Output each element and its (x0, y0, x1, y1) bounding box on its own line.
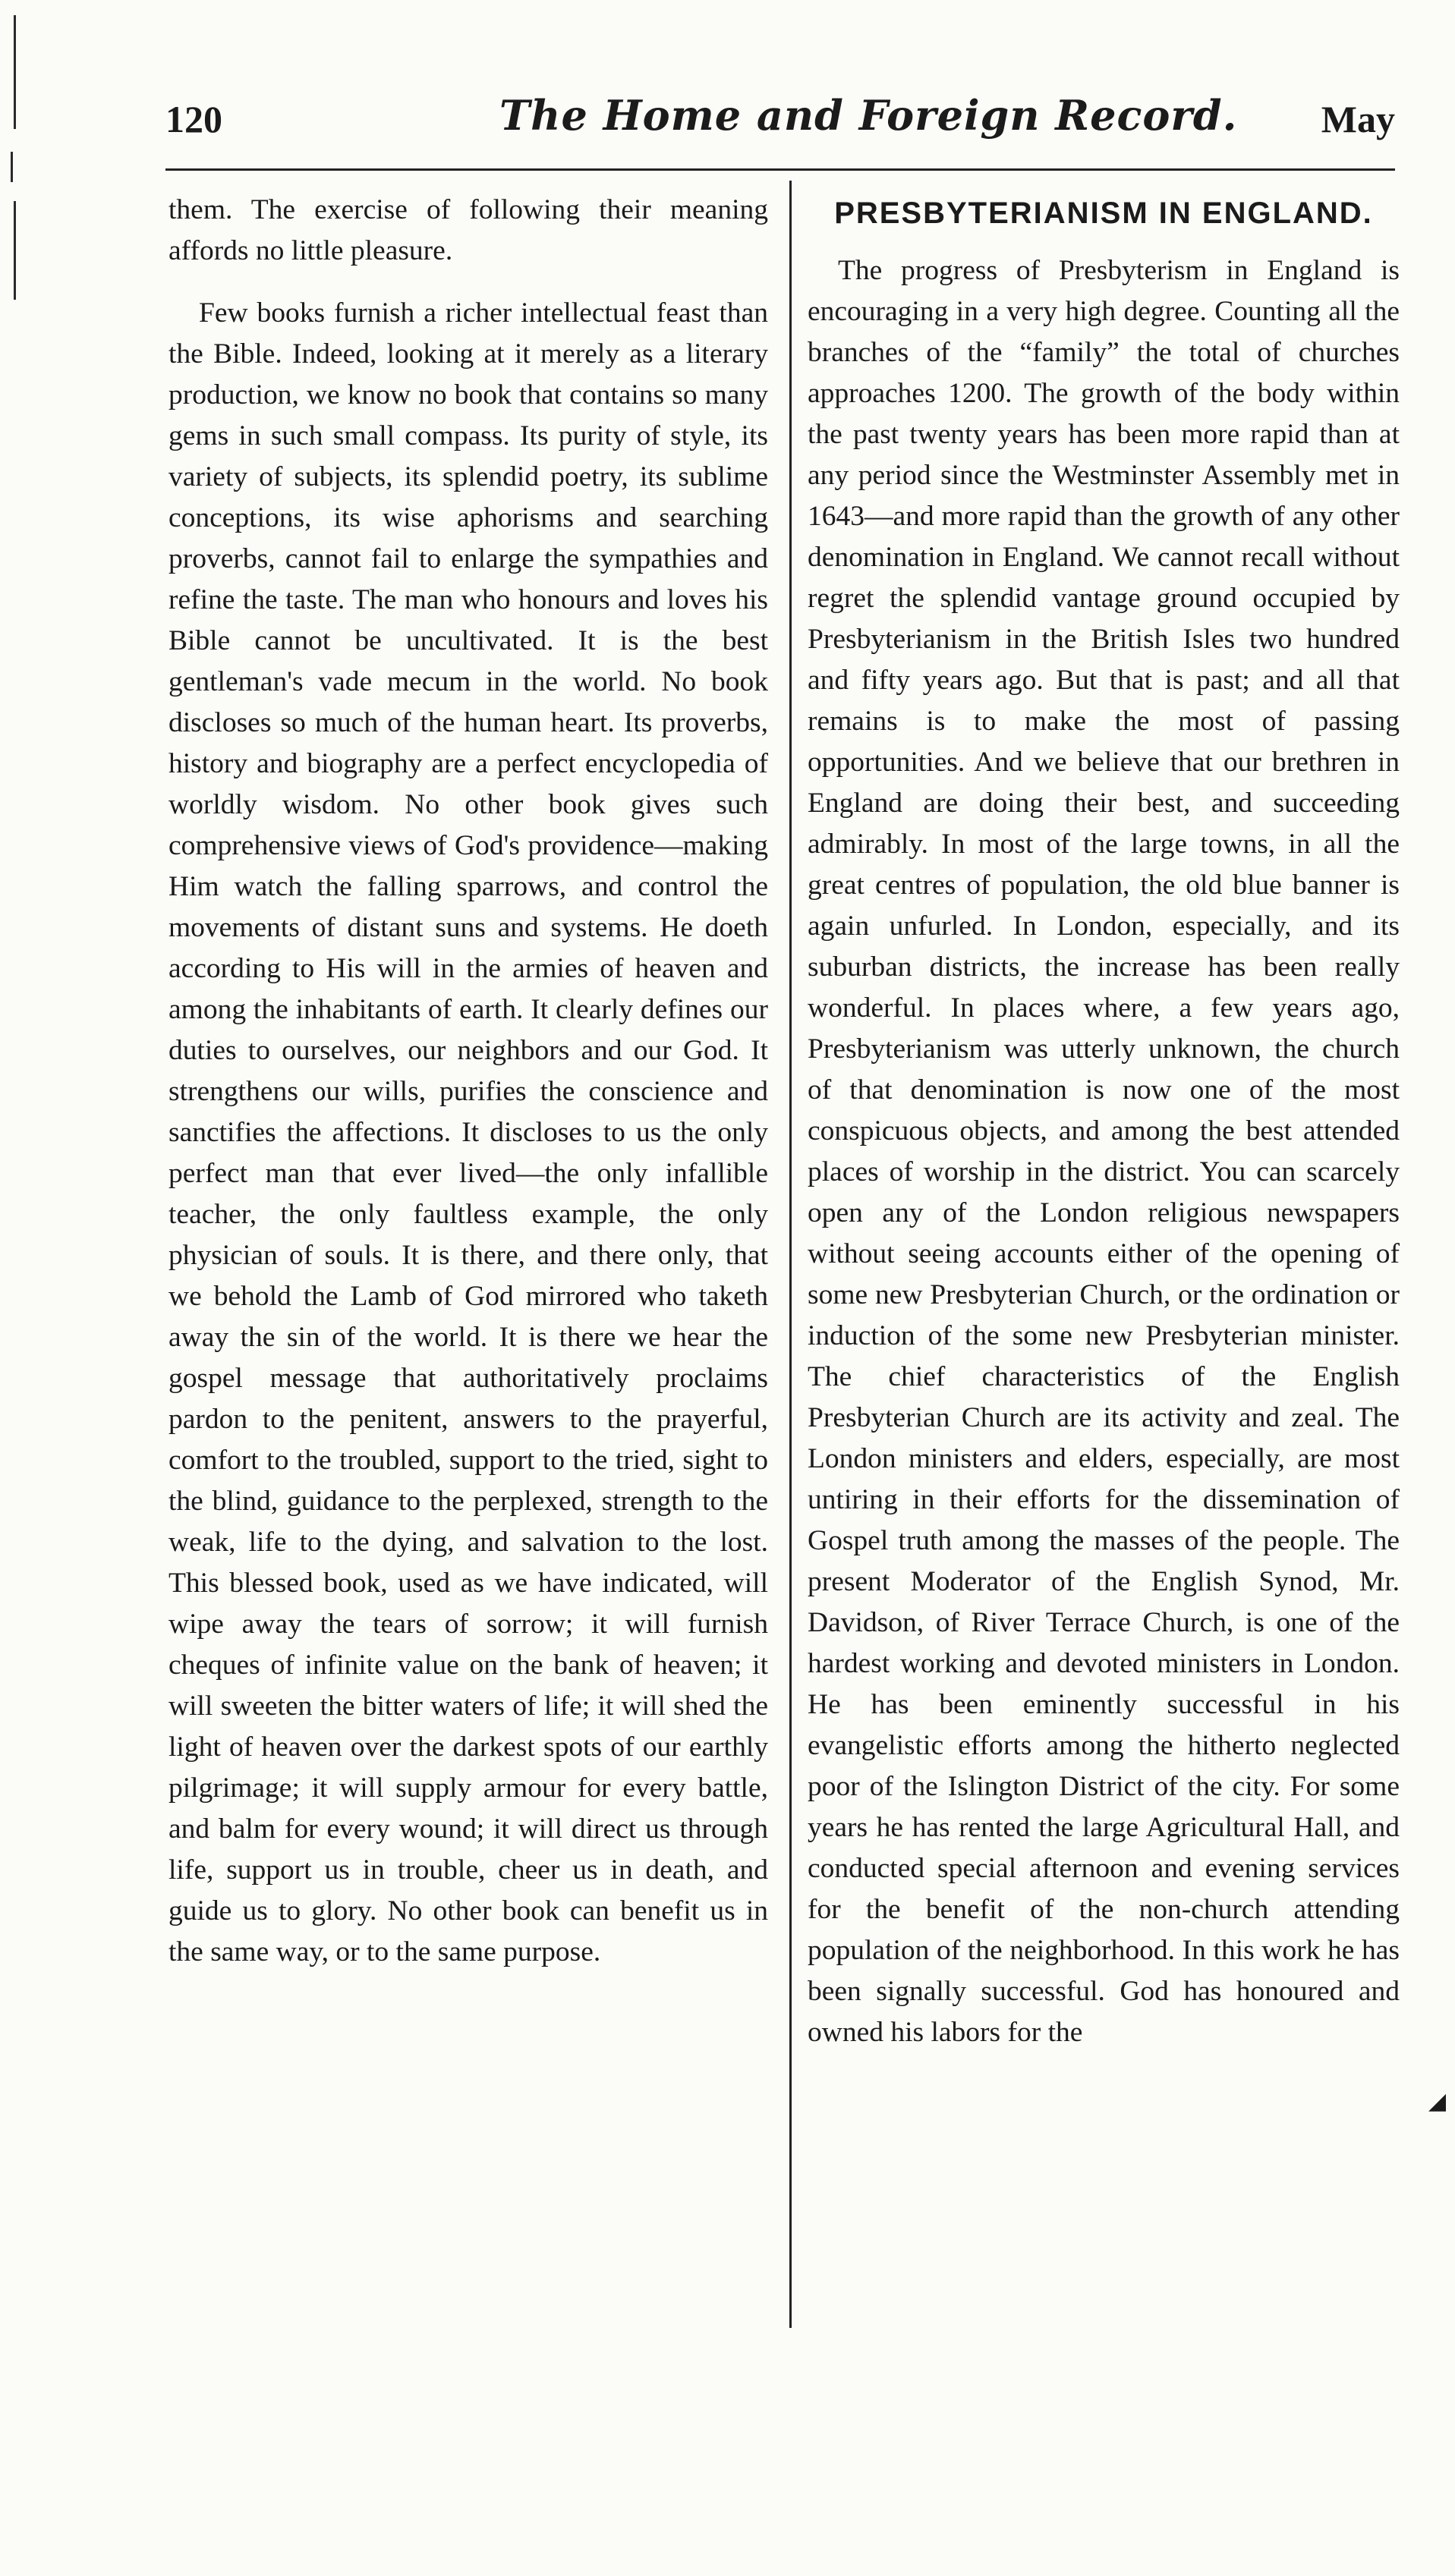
column-divider (789, 181, 792, 2328)
header-rule (165, 168, 1395, 171)
page-number: 120 (165, 98, 222, 140)
left-column (168, 190, 768, 1973)
binding-marks (0, 0, 30, 319)
right-column (808, 190, 1400, 2053)
journal-title: The Home and Foreign Record. (499, 91, 1238, 140)
running-head (165, 91, 1395, 159)
right-paragraph-presbyterianism: The progress of Presbyterism in England is encouraging in a very high degree. Counting all the branches of the “family” the total of churches approaches 1200. The growth of the body within the past twenty years has been more rapid than at any period since the Westminster Assembly met in 1643—and more rapid than the growth of any other denomination in England. We cannot recall without regret the splendid vantage ground occupied by Presbyterianism in the British Isles two hundred and fifty years ago. But that is past; and all that remains is to make the most of passing opportunities. And we believe that our brethren in England are doing their best, and succeeding admirably. In most of the large towns, in all the great centres of population, the old blue banner is again unfurled. In London, especially, and its suburban districts, the increase has been really wonderful. In places where, a few years ago, Presbyterianism was utterly unknown, the church of that denomination is now one of the most conspicuous objects, and among the best attended places of worship in the district. You can scarcely open any of the London religious newspapers without seeing accounts either of the opening of some new Presbyterian Church, or the ordination or induction of the some new Presbyterian minister. The chief characteristics of the English Presbyterian Church are its activity and zeal. The London ministers and elders, especially, are most untiring in their efforts for the dissemination of Gospel truth among the masses of the people. The present Moderator of the English Synod, Mr. Davidson, of River Terrace Church, is one of the hardest working and devoted ministers in London. He has been eminently successful in his evangelistic efforts among the hitherto neglected poor of the Islington District of the city. For some years he has rented the large Agricultural Hall, and conducted special afternoon and evening services for the benefit of the non-church attending population of the neighborhood. In this work he has been signally successful. God has honoured and owned his labors for the (808, 255, 1400, 2048)
left-paragraph-bible: Few books furnish a richer intellectual feast than the Bible. Indeed, looking at it merely as a literary production, we know no book that contains so many gems in such small compass. Its purity of style, its variety of subjects, its splendid poetry, its sublime conceptions, its wise aphorisms and searching proverbs, cannot fail to enlarge the sympathies and refine the taste. The man who honours and loves his Bible cannot be uncultivated. It is the best gentleman's vade mecum in the world. No book discloses so much of the human heart. Its proverbs, history and biography are a perfect encyclopedia of worldly wisdom. No other book gives such comprehensive views of God's providence—making Him watch the falling sparrows, and control the movements of distant suns and systems. He doeth according to His will in the armies of heaven and among the inhabitants of earth. It clearly defines our duties to ourselves, our neighbors and our God. It strengthens our wills, purifies the conscience and sanctifies the affections. It discloses to us the only perfect man that ever lived—the only infallible teacher, the only faultless example, the only physician of souls. It is there, and there only, that we behold the Lamb of God mirrored who taketh away the sin of the world. It is there we hear the gospel message that authoritatively proclaims pardon to the penitent, answers to the prayerful, comfort to the troubled, support to the tried, sight to the blind, guidance to the perplexed, strength to the weak, life to the dying, and salvation to the lost. This blessed book, used as we have indicated, will wipe away the tears of sorrow; it will furnish cheques of infinite value on the bank of heaven; it will sweeten the bitter waters of life; it will shed the light of heaven over the darkest spots of our earthly pilgrimage; it will supply armour for every battle, and balm for every wound; it will direct us through life, support us in trouble, cheer us in death, and guide us to glory. No other book can benefit us in the same way, or to the same purpose. (168, 297, 768, 1967)
issue-month: May (1321, 98, 1395, 140)
left-paragraph-continued: them. The exercise of following their meaning affords no little pleasure. (168, 194, 768, 266)
margin-mark: ◢ (1428, 2088, 1447, 2115)
section-title: PRESBYTERIANISM IN ENGLAND. (834, 197, 1373, 230)
